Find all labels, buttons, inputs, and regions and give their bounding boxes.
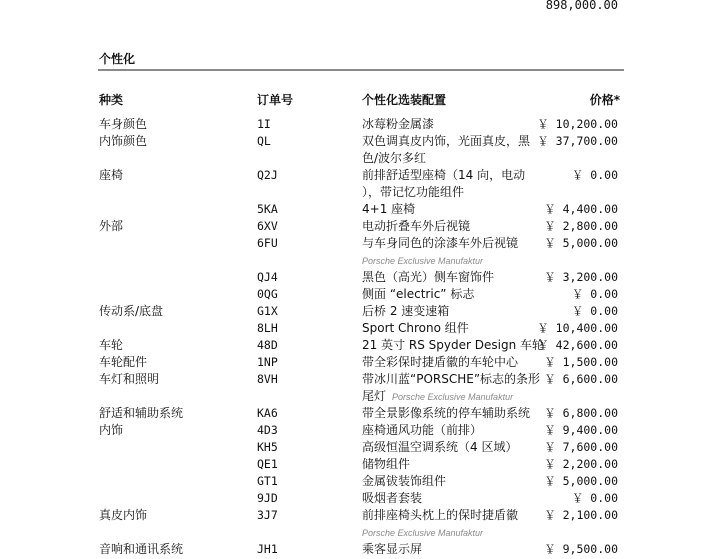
option-text: 后桥 2 速变速箱 [362,304,450,318]
cell-code: Q2J [257,168,278,182]
cell-price: ￥ 0.00 [571,168,618,182]
cell-cat: 真皮内饰 [99,508,148,522]
header-price: 价格* [589,93,620,107]
cell-desc [362,541,422,558]
cell-code: KH5 [257,440,278,454]
option-text: Sport Chrono 组件 [362,321,469,335]
cell-code: 8VH [257,372,278,386]
cell-code: JH1 [257,542,278,556]
option-text: 尾灯 [362,389,387,403]
cell-desc [362,184,464,201]
cell-code: QJ4 [257,270,278,284]
cell-cat: 车身颜色 [99,117,148,131]
cell-code: KA6 [257,406,278,420]
cell-price: ￥ 3,200.00 [544,270,618,284]
cell-code: 9JD [257,491,278,505]
cell-desc [362,286,474,303]
cell-desc [362,354,518,371]
option-text: 乘客显示屏 [362,542,423,556]
table-row [0,167,720,185]
cell-desc [362,218,470,235]
cell-code: 1I [257,117,271,131]
option-text: 前排舒适型座椅（14 向，电动 [362,168,526,182]
cell-price: ￥ 2,800.00 [544,219,618,233]
cell-desc [362,116,434,133]
table-row [0,456,720,474]
cell-price: ￥ 6,800.00 [544,406,618,420]
cell-price: ￥ 10,200.00 [537,117,618,131]
cell-price: ￥ 37,700.00 [537,134,618,148]
table-row [0,507,720,525]
cell-desc [362,269,494,286]
cell-desc [362,320,469,337]
header-category: 种类 [99,93,124,107]
cell-desc [362,252,483,270]
cell-price: ￥ 5,000.00 [544,236,618,250]
option-text: 吸烟者套装 [362,491,423,505]
table-row [0,541,720,559]
cell-code: 4D3 [257,423,278,437]
cell-code: 0QG [257,287,278,301]
cell-price: ￥ 9,400.00 [544,423,618,437]
cell-desc [362,473,446,490]
cell-price: ￥ 0.00 [571,491,618,505]
option-text: 黑色（高光）侧车窗饰件 [362,270,495,284]
table-row [0,405,720,423]
table-row [0,439,720,457]
table-row [0,218,720,236]
cell-price: ￥ 4,400.00 [544,202,618,216]
cell-desc [362,150,426,167]
option-text: 4+1 座椅 [362,202,416,216]
option-text: 冰莓粉金属漆 [362,117,435,131]
cell-code: 8LH [257,321,278,335]
cell-code: 5KA [257,202,278,216]
table-row [0,371,720,389]
cell-desc [362,507,518,524]
table-row [0,422,720,440]
cell-desc [362,422,482,439]
cell-desc [362,405,530,422]
cell-desc [362,167,525,184]
option-text: 带冰川蓝“PORSCHE”标志的条形 [362,372,541,386]
cell-code: 6FU [257,236,278,250]
cell-code: 3J7 [257,508,278,522]
table-row [0,150,720,168]
cell-cat: 音响和通讯系统 [99,542,184,556]
cell-price: ￥ 1,500.00 [544,355,618,369]
table-row [0,354,720,372]
option-text: ），带记忆功能组件 [362,185,465,199]
cell-price: ￥ 2,100.00 [544,508,618,522]
exclusive-note: Porsche Exclusive Manufaktur [362,528,484,538]
cell-cat: 车轮配件 [99,355,148,369]
table-row [0,473,720,491]
cell-desc [362,201,415,218]
cell-code: 1NP [257,355,278,369]
table-row [0,235,720,253]
total-price: 898,000.00 [545,0,618,12]
cell-code: G1X [257,304,278,318]
cell-desc [362,524,483,542]
cell-cat: 外部 [99,219,124,233]
table-row [0,337,720,355]
option-text: 带全景影像系统的停车辅助系统 [362,406,531,420]
cell-price: ￥ 42,600.00 [537,338,618,352]
table-row [0,269,720,287]
table-row [0,252,720,270]
cell-price: ￥ 10,400.00 [537,321,618,335]
cell-cat: 舒适和辅助系统 [99,406,184,420]
table-row [0,388,720,406]
cell-code: GT1 [257,474,278,488]
cell-desc [362,439,517,456]
option-text: 储物组件 [362,457,411,471]
cell-cat: 座椅 [99,168,124,182]
section-title: 个性化 [99,52,136,66]
cell-price: ￥ 0.00 [571,304,618,318]
table-row [0,133,720,151]
section-divider [98,69,624,71]
option-text: 金属钹装饰组件 [362,474,447,488]
cell-desc [362,303,449,320]
cell-price: ￥ 7,600.00 [544,440,618,454]
option-text: 21 英寸 RS Spyder Design 车轮 [362,338,544,352]
exclusive-note: Porsche Exclusive Manufaktur [392,392,514,402]
option-text: 双色调真皮内饰，光面真皮，黑 [362,134,531,148]
table-row [0,201,720,219]
cell-price: ￥ 5,000.00 [544,474,618,488]
cell-cat: 内饰 [99,423,124,437]
table-row [0,524,720,542]
table-row [0,286,720,304]
option-text: 带全彩保时捷盾徽的车轮中心 [362,355,519,369]
table-row [0,490,720,508]
cell-desc [362,371,540,388]
cell-cat: 内饰颜色 [99,134,148,148]
table-row [0,320,720,338]
cell-price: ￥ 2,200.00 [544,457,618,471]
cell-desc [362,133,530,150]
option-text: 高级恒温空调系统（4 区域） [362,440,518,454]
cell-desc [362,490,422,507]
option-text: 座椅通风功能（前排） [362,423,483,437]
option-text: 色/波尔多红 [362,151,427,165]
cell-code: 6XV [257,219,278,233]
cell-price: ￥ 9,500.00 [544,542,618,556]
cell-price: ￥ 6,600.00 [544,372,618,386]
cell-price: ￥ 0.00 [571,287,618,301]
option-text: 前排座椅头枕上的保时捷盾徽 [362,508,519,522]
cell-desc [362,388,513,406]
cell-code: QE1 [257,457,278,471]
cell-desc [362,456,410,473]
cell-desc [362,337,544,354]
cell-cat: 传动系/底盘 [99,304,164,318]
cell-cat: 车轮 [99,338,124,352]
option-text: 电动折叠车外后视镜 [362,219,471,233]
cell-desc [362,235,518,252]
option-text: 侧面 “electric” 标志 [362,287,475,301]
cell-code: QL [257,134,271,148]
exclusive-note: Porsche Exclusive Manufaktur [362,256,484,266]
option-text: 与车身同色的涂漆车外后视镜 [362,236,519,250]
header-order-no: 订单号 [257,93,294,107]
cell-code: 48D [257,338,278,352]
header-option: 个性化选装配置 [362,93,447,107]
table-row [0,184,720,202]
cell-cat: 车灯和照明 [99,372,160,386]
table-row [0,116,720,134]
table-row [0,303,720,321]
